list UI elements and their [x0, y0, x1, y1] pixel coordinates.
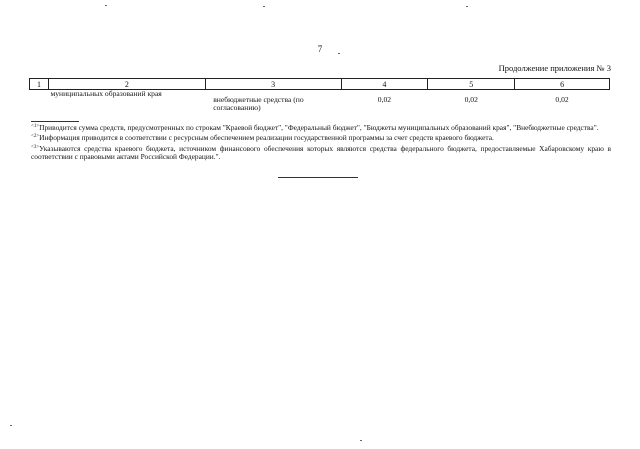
cell-funding-source: внебюджетные средства (по согласованию)	[213, 95, 304, 112]
scan-speck	[105, 5, 107, 6]
cell-municipal-label: муниципальных образований края	[50, 89, 162, 98]
footnote-divider	[31, 121, 79, 122]
end-of-document-rule	[278, 177, 358, 178]
column-header-3: 3	[205, 79, 341, 90]
cell-value-col4: 0,02	[377, 95, 392, 104]
footnote-3-text: Указываются средства краевого бюджета, источником финансового обеспечения которых являются средства федерального бюджета, предоставляемые Хабаровскому краю в соответствии с правовыми актами Российской Федерации.".	[31, 143, 611, 162]
footnote-1	[31, 123, 611, 132]
column-header-2: 2	[48, 79, 205, 90]
table-row	[30, 90, 610, 113]
cell-value-col6: 0,02	[555, 95, 569, 104]
scan-speck	[466, 6, 468, 7]
footnote-3	[31, 144, 611, 162]
footnote-1-text: Приводится сумма средств, предусмотренных по строкам "Краевой бюджет", "Федеральный бюджет", "Бюджеты муниципальных образований края", "Внебюджетные средства".	[39, 123, 599, 132]
scan-speck	[338, 53, 340, 54]
column-header-6: 6	[515, 79, 610, 90]
footnote-3-mark: <3>	[31, 144, 40, 150]
footnote-2-mark: <2>	[31, 134, 40, 140]
continuation-table	[29, 78, 610, 112]
column-header-1: 1	[30, 79, 49, 90]
footnote-2-text: Информация приводится в соответствии с ресурсным обеспечением реализации государственной программы за счет средств краевого бюджета.	[39, 133, 494, 143]
page-number: 7	[317, 44, 323, 54]
scan-speck	[360, 440, 362, 441]
scan-speck	[263, 6, 265, 7]
scan-speck	[10, 425, 12, 426]
cell-col1	[30, 90, 49, 113]
appendix-continuation-note: Продолжение приложения № 3	[498, 63, 611, 73]
column-header-5: 5	[428, 79, 515, 90]
footnote-2	[31, 133, 611, 142]
table-header-row	[30, 79, 610, 90]
column-header-4: 4	[341, 79, 428, 90]
footnotes-section	[31, 123, 611, 163]
cell-value-col5: 0,02	[464, 95, 478, 104]
footnote-1-mark: <1>	[31, 124, 40, 129]
